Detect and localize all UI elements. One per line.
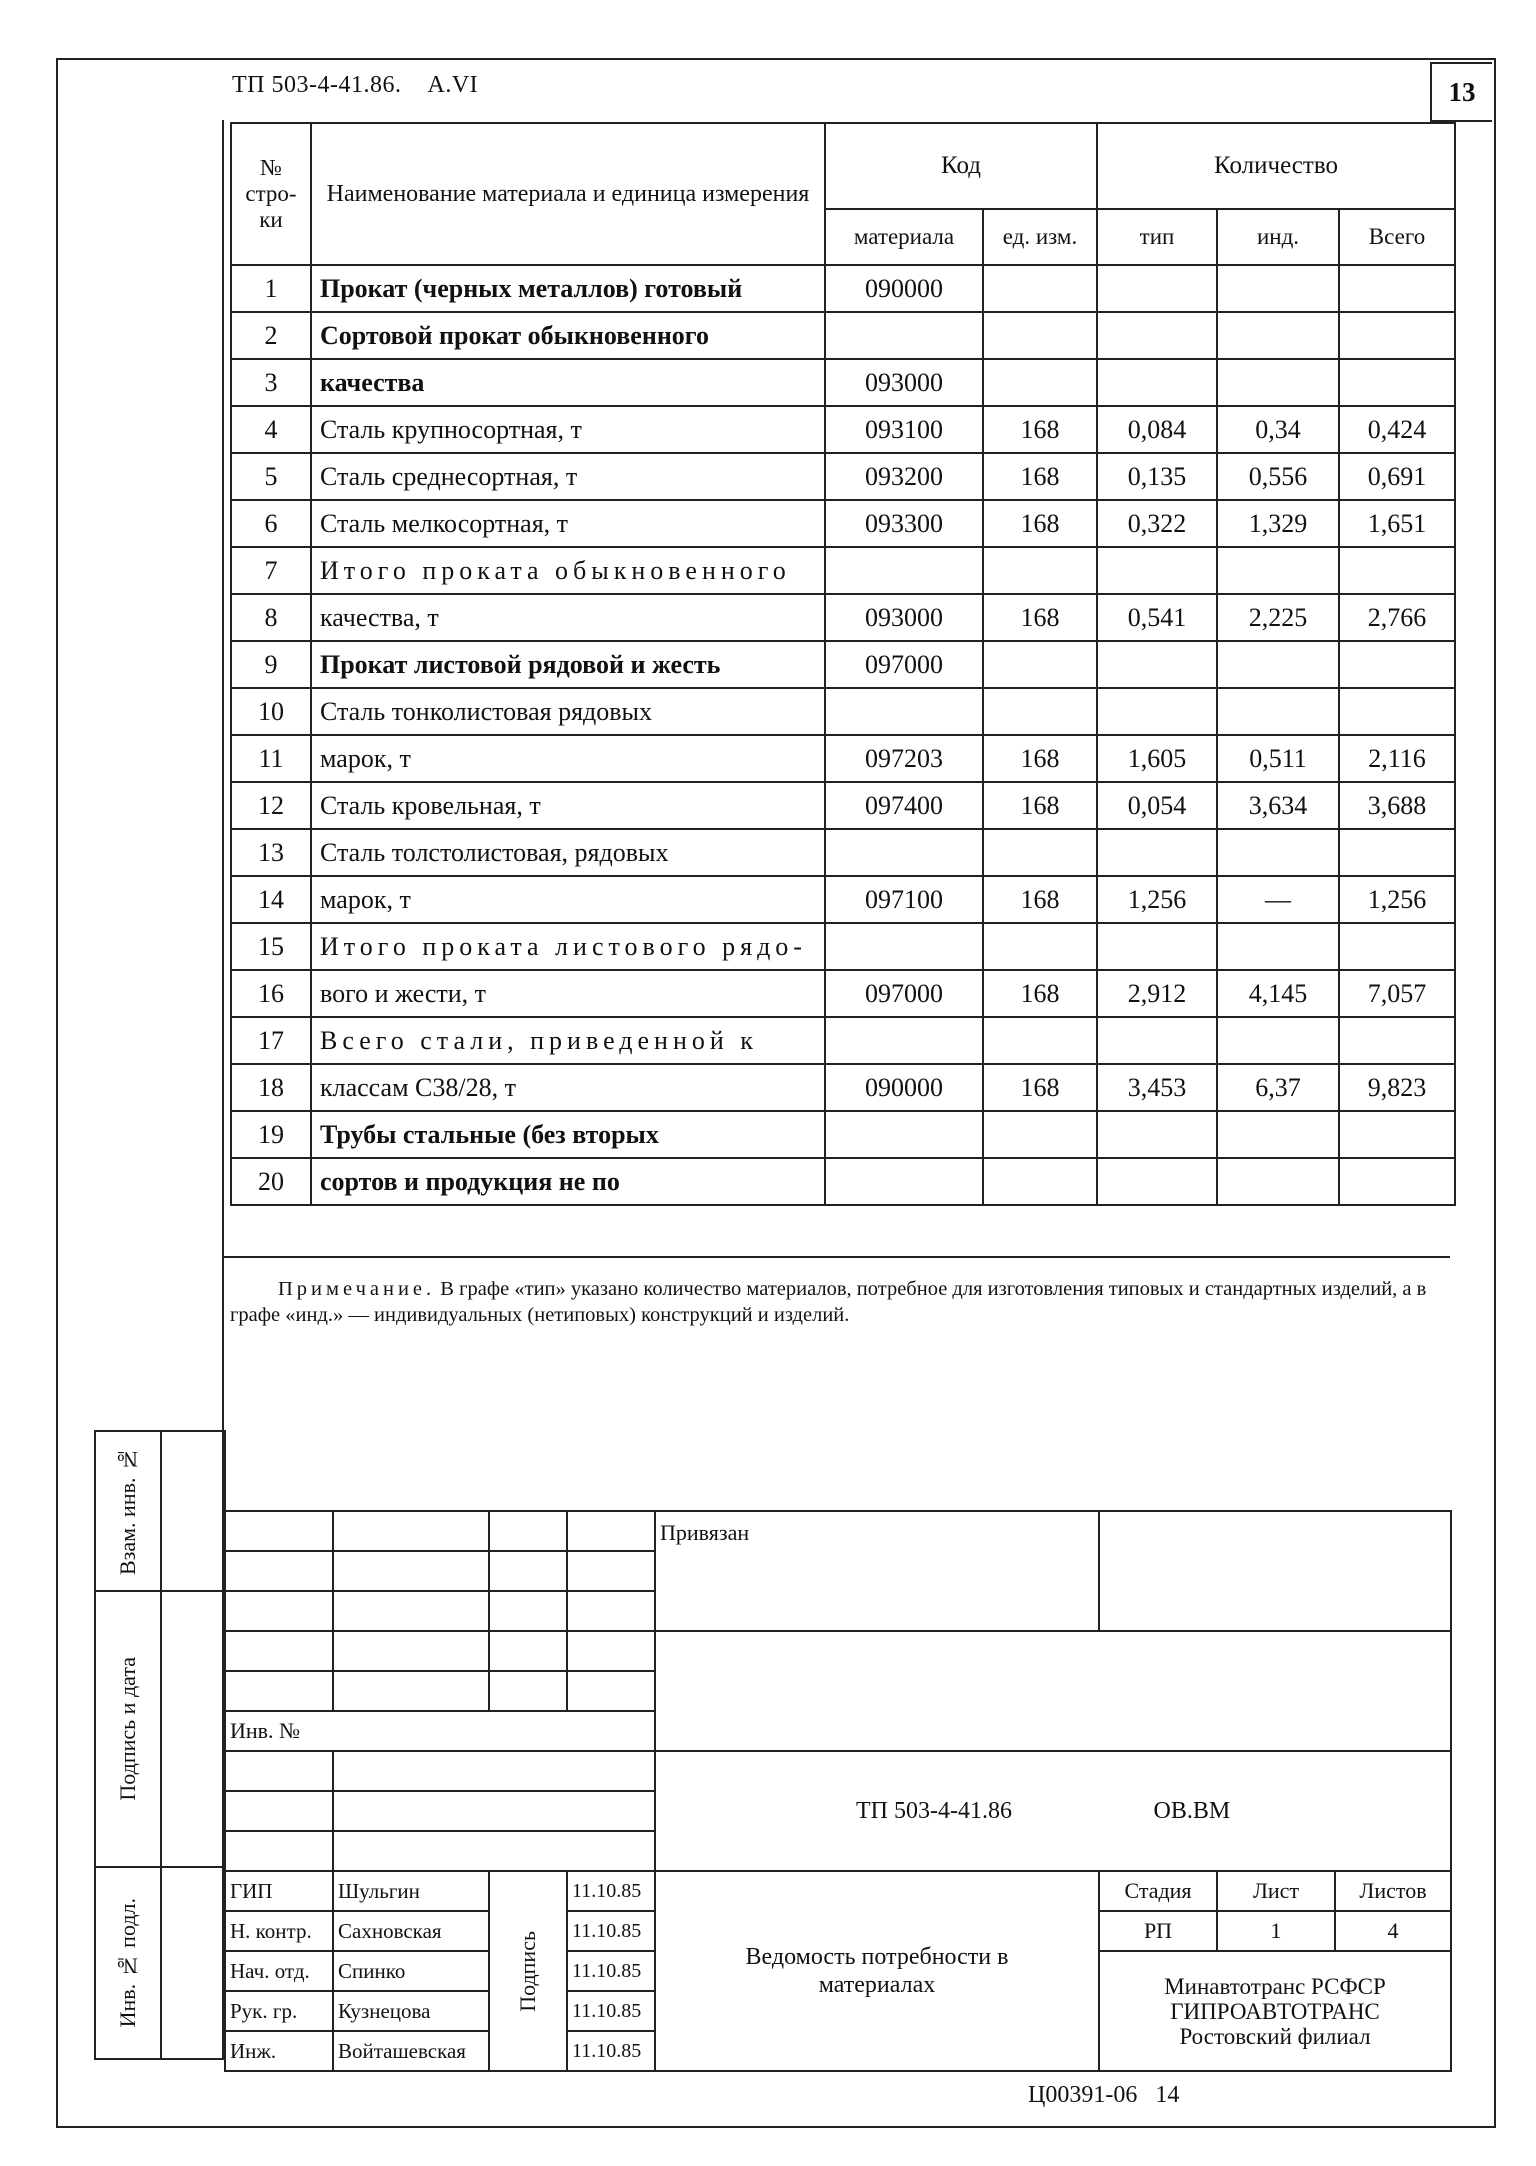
row-number: 19 xyxy=(231,1111,311,1158)
side-vzam-cell xyxy=(95,1431,161,1591)
org-line: Минавтотранс РСФСР xyxy=(1164,1973,1386,1999)
col-typ-header: тип xyxy=(1097,209,1217,265)
qty-typ xyxy=(1097,1111,1217,1158)
table-row xyxy=(231,500,1455,547)
material-code: 093000 xyxy=(825,359,983,406)
header-album: А.VI xyxy=(427,72,479,98)
qty-typ xyxy=(1097,923,1217,970)
footer xyxy=(1028,2082,1179,2109)
table-row xyxy=(231,829,1455,876)
qty-total: 9,823 xyxy=(1339,1064,1455,1111)
col-ind-header: инд. xyxy=(1217,209,1339,265)
qty-typ: 0,541 xyxy=(1097,594,1217,641)
note xyxy=(230,1276,1450,1328)
material-name: Сталь мелкосортная, т xyxy=(311,500,825,547)
table-row xyxy=(231,876,1455,923)
qty-total xyxy=(1339,359,1455,406)
inv-no-label: Инв. № xyxy=(230,1718,301,1743)
row-number: 15 xyxy=(231,923,311,970)
unit-code: 168 xyxy=(983,500,1097,547)
qty-typ xyxy=(1097,547,1217,594)
material-code: 093000 xyxy=(825,594,983,641)
unit-code: 168 xyxy=(983,876,1097,923)
qty-ind xyxy=(1217,1158,1339,1205)
col-row-header: № стро- ки xyxy=(231,123,311,265)
qty-total xyxy=(1339,265,1455,312)
table-row xyxy=(231,312,1455,359)
privyazan-label: Привязан xyxy=(660,1520,750,1545)
qty-ind xyxy=(1217,359,1339,406)
qty-total: 0,424 xyxy=(1339,406,1455,453)
table-row xyxy=(231,923,1455,970)
material-name: Итого проката листового рядо- xyxy=(311,923,825,970)
signer-role: Нач. отд. xyxy=(225,1951,333,1991)
signer-date: 11.10.85 xyxy=(567,1951,655,1991)
row-number: 18 xyxy=(231,1064,311,1111)
material-code xyxy=(825,1111,983,1158)
row-number: 10 xyxy=(231,688,311,735)
qty-typ: 0,084 xyxy=(1097,406,1217,453)
note-separator xyxy=(222,1256,1450,1258)
qty-typ: 3,453 xyxy=(1097,1064,1217,1111)
row-number: 16 xyxy=(231,970,311,1017)
qty-typ xyxy=(1097,265,1217,312)
qty-typ xyxy=(1097,641,1217,688)
qty-ind xyxy=(1217,312,1339,359)
signer-role: Инж. xyxy=(225,2031,333,2071)
material-name: сортов и продукция не по xyxy=(311,1158,825,1205)
material-code xyxy=(825,312,983,359)
qty-ind: 0,34 xyxy=(1217,406,1339,453)
unit-code: 168 xyxy=(983,453,1097,500)
material-name: Прокат (черных металлов) готовый xyxy=(311,265,825,312)
qty-ind: 0,511 xyxy=(1217,735,1339,782)
qty-total xyxy=(1339,312,1455,359)
row-number: 4 xyxy=(231,406,311,453)
qty-ind xyxy=(1217,829,1339,876)
table-row xyxy=(231,594,1455,641)
material-name: Сталь кровельная, т xyxy=(311,782,825,829)
qty-typ xyxy=(1097,1017,1217,1064)
signer-date: 11.10.85 xyxy=(567,1911,655,1951)
qty-typ xyxy=(1097,312,1217,359)
signer-date: 11.10.85 xyxy=(567,1871,655,1911)
qty-ind xyxy=(1217,1017,1339,1064)
material-name: Сталь тонколистовая рядовых xyxy=(311,688,825,735)
sheet-label: Лист xyxy=(1217,1871,1335,1911)
material-code: 097203 xyxy=(825,735,983,782)
signer-role: Н. контр. xyxy=(225,1911,333,1951)
qty-typ xyxy=(1097,688,1217,735)
col-name-header: Наименование материала и единица измерения xyxy=(311,123,825,265)
col-total-header: Всего xyxy=(1339,209,1455,265)
qty-ind: 1,329 xyxy=(1217,500,1339,547)
qty-typ: 0,135 xyxy=(1097,453,1217,500)
qty-ind: 2,225 xyxy=(1217,594,1339,641)
signer-date: 11.10.85 xyxy=(567,2031,655,2071)
row-number: 9 xyxy=(231,641,311,688)
signer-name: Войташевская xyxy=(333,2031,489,2071)
material-name: Трубы стальные (без вторых xyxy=(311,1111,825,1158)
qty-total xyxy=(1339,688,1455,735)
unit-code xyxy=(983,641,1097,688)
material-code xyxy=(825,923,983,970)
unit-code xyxy=(983,1017,1097,1064)
table-row xyxy=(231,1017,1455,1064)
side-stamp xyxy=(94,1430,226,2060)
material-name: Сталь среднесортная, т xyxy=(311,453,825,500)
qty-total: 1,651 xyxy=(1339,500,1455,547)
qty-typ: 0,322 xyxy=(1097,500,1217,547)
qty-total: 2,766 xyxy=(1339,594,1455,641)
qty-total xyxy=(1339,641,1455,688)
signature-column xyxy=(489,1871,567,2071)
unit-code: 168 xyxy=(983,594,1097,641)
stage-value: РП xyxy=(1099,1911,1217,1951)
qty-ind xyxy=(1217,265,1339,312)
unit-code xyxy=(983,1158,1097,1205)
qty-total: 3,688 xyxy=(1339,782,1455,829)
unit-code xyxy=(983,359,1097,406)
signer-date: 11.10.85 xyxy=(567,1991,655,2031)
signature-label: Подпись xyxy=(515,1930,540,2012)
col-unit-header: ед. изм. xyxy=(983,209,1097,265)
unit-code xyxy=(983,312,1097,359)
qty-ind: 6,37 xyxy=(1217,1064,1339,1111)
note-text: В графе «тип» указано количество материалов, потребное для изготовления типовых и стандартных изделий, а в графе «инд.» — индивидуальных (нетиповых) конструкций и изделий. xyxy=(230,1278,1427,1326)
qty-total xyxy=(1339,1158,1455,1205)
material-code: 097000 xyxy=(825,970,983,1017)
material-name: Сталь толстолистовая, рядовых xyxy=(311,829,825,876)
qty-total xyxy=(1339,923,1455,970)
table-row xyxy=(231,688,1455,735)
side-inv-cell xyxy=(95,1867,161,2059)
side-podpis-cell xyxy=(95,1591,161,1867)
stamp-mark: ОВ.ВМ xyxy=(1153,1797,1231,1824)
qty-typ: 2,912 xyxy=(1097,970,1217,1017)
material-name: Сталь крупносортная, т xyxy=(311,406,825,453)
header-doc-code: ТП 503-4-41.86. xyxy=(232,72,402,98)
material-code: 097000 xyxy=(825,641,983,688)
unit-code xyxy=(983,265,1097,312)
col-material-header: материала xyxy=(825,209,983,265)
table-row xyxy=(231,970,1455,1017)
material-name: Сортовой прокат обыкновенного xyxy=(311,312,825,359)
material-code xyxy=(825,547,983,594)
unit-code: 168 xyxy=(983,406,1097,453)
side-vzam-label: Взам. инв. № xyxy=(115,1447,140,1575)
unit-code: 168 xyxy=(983,782,1097,829)
material-name: Прокат листовой рядовой и жесть xyxy=(311,641,825,688)
material-name: марок, т xyxy=(311,735,825,782)
unit-code: 168 xyxy=(983,1064,1097,1111)
row-number: 11 xyxy=(231,735,311,782)
unit-code: 168 xyxy=(983,970,1097,1017)
note-label: Примечание. xyxy=(278,1278,436,1300)
header xyxy=(232,72,478,99)
qty-ind: 4,145 xyxy=(1217,970,1339,1017)
material-code xyxy=(825,829,983,876)
signer-name: Кузнецова xyxy=(333,1991,489,2031)
qty-typ: 0,054 xyxy=(1097,782,1217,829)
privyazan-cell xyxy=(655,1511,1099,1631)
stamp-doc-code: ТП 503-4-41.86 xyxy=(856,1797,1012,1824)
signer-role: Рук. гр. xyxy=(225,1991,333,2031)
table-row xyxy=(231,359,1455,406)
material-name: качества, т xyxy=(311,594,825,641)
material-name: Итого проката обыкновенного xyxy=(311,547,825,594)
qty-ind: 0,556 xyxy=(1217,453,1339,500)
signer-name: Спинко xyxy=(333,1951,489,1991)
row-number: 20 xyxy=(231,1158,311,1205)
row-number: 7 xyxy=(231,547,311,594)
qty-ind: — xyxy=(1217,876,1339,923)
qty-typ xyxy=(1097,1158,1217,1205)
qty-total xyxy=(1339,1017,1455,1064)
code-group-header: Код xyxy=(825,123,1097,209)
material-code: 090000 xyxy=(825,1064,983,1111)
qty-ind xyxy=(1217,688,1339,735)
material-code: 097400 xyxy=(825,782,983,829)
table-row xyxy=(231,641,1455,688)
material-code xyxy=(825,1158,983,1205)
organization xyxy=(1099,1951,1451,2071)
qty-total: 7,057 xyxy=(1339,970,1455,1017)
material-name: Всего стали, приведенной к xyxy=(311,1017,825,1064)
table-row xyxy=(231,265,1455,312)
title-block xyxy=(224,1510,1452,2072)
qty-total xyxy=(1339,829,1455,876)
table-row xyxy=(231,406,1455,453)
row-number: 14 xyxy=(231,876,311,923)
table-row xyxy=(231,1158,1455,1205)
side-podpis-label: Подпись и дата xyxy=(115,1657,140,1801)
footer-num: 14 xyxy=(1155,2082,1180,2108)
row-number: 3 xyxy=(231,359,311,406)
row-number: 12 xyxy=(231,782,311,829)
qty-typ xyxy=(1097,829,1217,876)
table-row xyxy=(231,453,1455,500)
sheets-value: 4 xyxy=(1335,1911,1451,1951)
org-line: Ростовский филиал xyxy=(1179,2023,1371,2049)
qty-ind xyxy=(1217,923,1339,970)
material-code: 093200 xyxy=(825,453,983,500)
unit-code xyxy=(983,923,1097,970)
qty-total: 2,116 xyxy=(1339,735,1455,782)
unit-code xyxy=(983,547,1097,594)
material-name: марок, т xyxy=(311,876,825,923)
material-code: 093300 xyxy=(825,500,983,547)
qty-ind: 3,634 xyxy=(1217,782,1339,829)
page-number: 13 xyxy=(1430,62,1492,122)
table-row xyxy=(231,735,1455,782)
material-code xyxy=(825,1017,983,1064)
signer-name: Сахновская xyxy=(333,1911,489,1951)
qty-typ: 1,256 xyxy=(1097,876,1217,923)
table-row xyxy=(231,1111,1455,1158)
qty-group-header: Количество xyxy=(1097,123,1455,209)
materials-table xyxy=(230,122,1456,1206)
table-row xyxy=(231,1064,1455,1111)
signer-role: ГИП xyxy=(225,1871,333,1911)
row-number: 2 xyxy=(231,312,311,359)
material-name: классам С38/28, т xyxy=(311,1064,825,1111)
table-row xyxy=(231,782,1455,829)
material-code: 093100 xyxy=(825,406,983,453)
material-code xyxy=(825,688,983,735)
sheet-value: 1 xyxy=(1217,1911,1335,1951)
row-number: 6 xyxy=(231,500,311,547)
qty-total xyxy=(1339,547,1455,594)
material-name: вого и жести, т xyxy=(311,970,825,1017)
qty-total: 0,691 xyxy=(1339,453,1455,500)
footer-code: Ц00391-06 xyxy=(1028,2082,1138,2108)
sheets-label: Листов xyxy=(1335,1871,1451,1911)
row-number: 17 xyxy=(231,1017,311,1064)
row-number: 8 xyxy=(231,594,311,641)
qty-typ xyxy=(1097,359,1217,406)
qty-total: 1,256 xyxy=(1339,876,1455,923)
unit-code xyxy=(983,829,1097,876)
document-title: Ведомость потребности в материалах xyxy=(655,1871,1099,2071)
org-line: ГИПРОАВТОТРАНС xyxy=(1170,1998,1380,2024)
signer-name: Шульгин xyxy=(333,1871,489,1911)
unit-code xyxy=(983,1111,1097,1158)
side-inv-label: Инв. № подл. xyxy=(115,1898,140,2028)
inv-no-cell xyxy=(225,1711,655,1751)
qty-total xyxy=(1339,1111,1455,1158)
unit-code: 168 xyxy=(983,735,1097,782)
doc-code-cell xyxy=(655,1751,1451,1871)
row-number: 13 xyxy=(231,829,311,876)
material-code: 097100 xyxy=(825,876,983,923)
qty-ind xyxy=(1217,641,1339,688)
stage-label: Стадия xyxy=(1099,1871,1217,1911)
row-number: 5 xyxy=(231,453,311,500)
table-row xyxy=(231,547,1455,594)
unit-code xyxy=(983,688,1097,735)
qty-ind xyxy=(1217,1111,1339,1158)
material-code: 090000 xyxy=(825,265,983,312)
material-name: качества xyxy=(311,359,825,406)
qty-typ: 1,605 xyxy=(1097,735,1217,782)
qty-ind xyxy=(1217,547,1339,594)
row-number: 1 xyxy=(231,265,311,312)
